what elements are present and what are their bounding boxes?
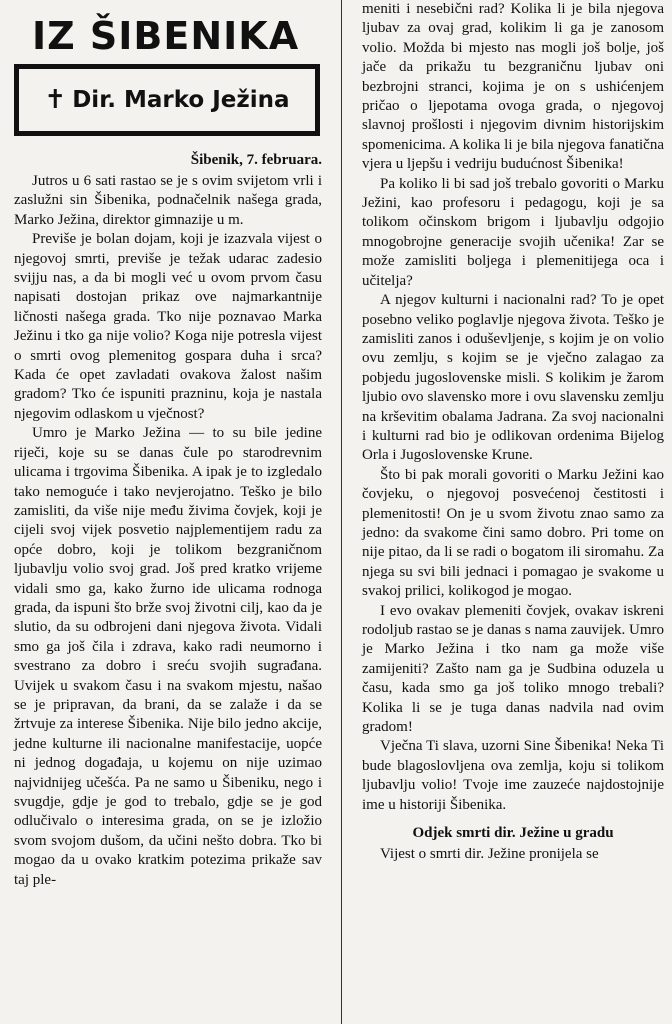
- article-paragraph: Umro je Marko Ježina — to su bile jedine riječi, koje su se danas čule po starodrevnim ulicama i trgovima Šibenika. A ipak je to izgledalo tako nemoguće i tako nevjerojatno. Teško je bilo zamisliti, da više nije među živima čovjek, koji je cijeli svoj vijek posvetio najplementijem radu za opće dobro, koji je tolikom bezgraničnom ljubavlju volio svoj grad. Još pred kratko vrijeme vidali smo ga, kako žurno ide ulicama rodnoga grada, da ispuni što brže svoj životni cilj, kao da je slutio, da su odbrojeni dani njegova života. Vidali smo ga još čila i zdrava, kako radi neumorno i svestrano za dobro i sreću svojih sugrađana. Uvijek u svakom času i na svakom mjestu, našao se je pripravan, da brani, da se zalaže i da se žrtvuje za interese Šibenika. Nije bilo jedno akcije, jedne kulturne ili nacionalne manifestacije, uopće ni jednog događaja, u kojemu on nije uzimao najvidnijeg učešća. Pa ne samo u Šibeniku, nego i svugdje, gdje je god to trebalo, gdje se je god odlučivalo o interesima grada, on se je izložio svom svojom dušom, da učini nešto dobra. Tko bi mogao da u ovako kratkim potezima prikaže sav taj ple-: [14, 425, 322, 888]
- article-paragraph: meniti i nesebični rad? Kolika li je bila njegova ljubav za ovaj grad, kolikim li ga je zanosom volio. Možda bi mjesto nas mogli još bolje, još jače da prikažu tu bezgraničnu ljubav oni bezbrojni stranci, kojima je on s ushićenjem pričao o ljepotama ovoga grada, o njegovoj slavnoj prošlosti i njegovim divnim historijskim spomenicima. A kolika li je bila njegova fanatična vjera u ljepšu i vedriju budućnost Šibenika!: [362, 1, 664, 173]
- article-paragraph: Vijest o smrti dir. Ježine pronijela se: [380, 846, 599, 863]
- section-headline: IZ ŠIBENIKA: [32, 14, 300, 58]
- right-column: [352, 0, 672, 1024]
- obituary-box: [14, 64, 320, 136]
- left-column: [0, 0, 330, 1024]
- article-paragraph: A njegov kulturni i nacionalni rad? To je opet posebno veliko poglavlje njegova života. Teško je zamisliti zanos i oduševljenje, s kojim je on volio ovu zemlju, s kojim se je vječno zalagao za pobjedu jugoslovenske misli. S kolikim je žarom ljubio ovo slavensko more i ovu slavensku zemlju na krševitim obalama Jadrana. Za svoj nacionalni i kulturni rad bio je odlikovan ordenima Bijelog Orla i Jugoslovenske Krune.: [362, 292, 664, 464]
- article-paragraph: Jutros u 6 sati rastao se je s ovim svijetom vrli i zaslužni sin Šibenika, podnačelnik našega grada, Marko Ježina, direktor gimnazije u m.: [14, 173, 322, 228]
- cross-icon: ✝: [44, 85, 67, 115]
- column-divider: [341, 0, 342, 1024]
- article-paragraph: I evo ovakav plemeniti čovjek, ovakav iskreni rodoljub rastao se je danas s nama zauvijek. Umro je Marko Ježina i tko nam ga može više zamijeniti? Zašto nam ga je Sudbina oduzela u času, kada smo ga još toliko mnogo trebali? Kolika li se je tuga danas nadvila nad ovim gradom!: [362, 602, 664, 736]
- article-paragraph: Što bi pak morali govoriti o Marku Ježini kao čovjeku, o njegovoj posvećenoj čestitosti i plemenitosti! On je u svom životu znao samo za jedno: da svakome čini samo dobro. Pri tome on nije pitao, da li se radi o bogatom ili siromahu. Za njega su svi bili jednaci i pomagao je svakome u svakoj prilici, kolikogod je mogao.: [362, 466, 664, 600]
- subheading: Odjek smrti dir. Ježine u gradu: [412, 825, 614, 842]
- obituary-title-row: [44, 87, 289, 113]
- obituary-title: Dir. Marko Ježina: [72, 87, 290, 113]
- article-paragraph: Vječna Ti slava, uzorni Sine Šibenika! Neka Ti bude blagoslovljena ova zemlja, koju si tolikom ljubavlju volio! Tvoje ime zauzeće najdostojnije ime u historiji Šibenika.: [362, 738, 664, 813]
- article-paragraph: Pa koliko li bi sad još trebalo govoriti o Marku Ježini, kao profesoru i pedagogu, koji je sa tolikom očinskom brigom i ljubavlju odgojio mnogobrojne generacije svojih učenika! Zar se može zamisliti boljega i plemenitijega oca i učitelja?: [362, 175, 664, 289]
- article-paragraph: Previše je bolan dojam, koji je izazvala vijest o njegovoj smrti, previše je težak udarac zadesio svijju nas, a da bi mogli već u ovom prvom času napisati dostojan prikaz ove najmarkantnije ličnosti našega grada. Tko nije poznavao Marka Ježinu i tko ga nije volio? Koga nije potresla vijest o smrti ovog plemenitog gospara duha i srca? Kada će opet zavladati ovakova žalost našim gradom? Tko će ispuniti prazninu, koja je nastala njegovim odlaskom u vječnost?: [14, 231, 322, 422]
- dateline: Šibenik, 7. februara.: [190, 152, 322, 168]
